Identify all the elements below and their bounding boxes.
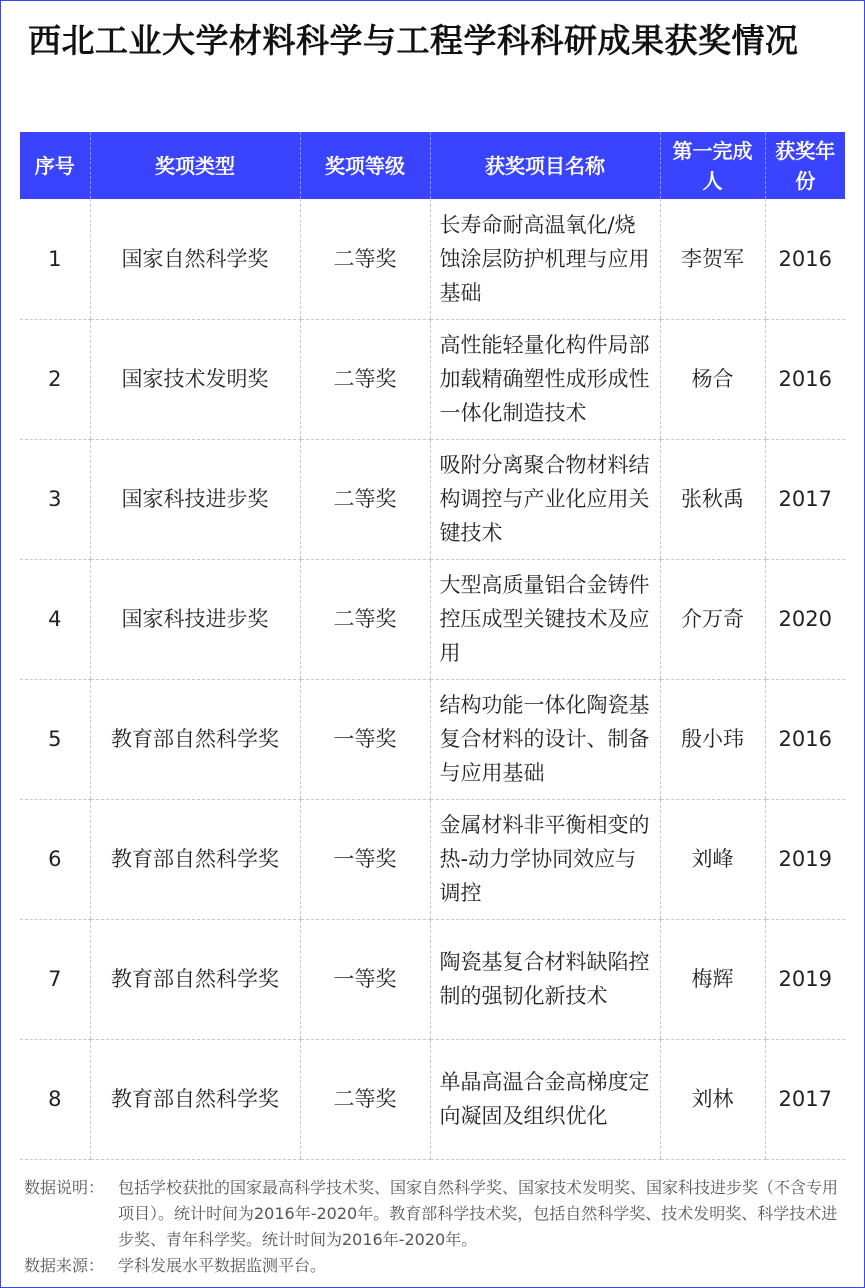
cell-award-type: 教育部自然科学奖 xyxy=(90,919,300,1039)
cell-award-grade: 一等奖 xyxy=(300,679,430,799)
table-row xyxy=(20,559,845,679)
header-award-year: 获奖年份 xyxy=(765,132,845,199)
cell-first-person: 刘林 xyxy=(660,1039,765,1159)
cell-award-type: 国家科技进步奖 xyxy=(90,439,300,559)
header-index: 序号 xyxy=(20,132,90,199)
cell-first-person: 张秋禹 xyxy=(660,439,765,559)
table-row xyxy=(20,199,845,319)
cell-award-year: 2017 xyxy=(765,1039,845,1159)
cell-index: 2 xyxy=(20,319,90,439)
data-source-label: 数据来源： xyxy=(24,1256,105,1275)
cell-award-year: 2016 xyxy=(765,679,845,799)
cell-first-person: 杨合 xyxy=(660,319,765,439)
table-row xyxy=(20,439,845,559)
cell-award-grade: 一等奖 xyxy=(300,919,430,1039)
data-description-text: 包括学校获批的国家最高科学技术奖、国家自然科学奖、国家技术发明奖、国家科技进步奖（不含专用项目）。统计时间为2016年-2020年。教育部科学技术奖，包括自然科学奖、技术发明奖、科学技术进步奖、青年科学奖。统计时间为2016年-2020年。 xyxy=(118,1178,839,1249)
data-description-label: 数据说明： xyxy=(24,1178,105,1197)
cell-first-person: 殷小玮 xyxy=(660,679,765,799)
cell-award-year: 2019 xyxy=(765,919,845,1039)
data-description xyxy=(24,1175,844,1253)
page-title: 西北工业大学材料科学与工程学科科研成果获奖情况 xyxy=(28,21,799,60)
cell-first-person: 梅辉 xyxy=(660,919,765,1039)
cell-project-name: 大型高质量铝合金铸件控压成型关键技术及应用 xyxy=(430,559,660,679)
cell-index: 4 xyxy=(20,559,90,679)
table-row xyxy=(20,1039,845,1159)
cell-award-type: 国家自然科学奖 xyxy=(90,199,300,319)
cell-award-year: 2016 xyxy=(765,199,845,319)
cell-first-person: 介万奇 xyxy=(660,559,765,679)
data-source-text: 学科发展水平数据监测平台。 xyxy=(118,1256,327,1275)
cell-award-type: 教育部自然科学奖 xyxy=(90,1039,300,1159)
cell-award-type: 教育部自然科学奖 xyxy=(90,799,300,919)
cell-award-grade: 二等奖 xyxy=(300,1039,430,1159)
cell-first-person: 刘峰 xyxy=(660,799,765,919)
cell-index: 3 xyxy=(20,439,90,559)
cell-project-name: 单晶高温合金高梯度定向凝固及组织优化 xyxy=(430,1039,660,1159)
cell-award-type: 国家技术发明奖 xyxy=(90,319,300,439)
header-project-name: 获奖项目名称 xyxy=(430,132,660,199)
table-body xyxy=(20,199,845,1159)
cell-award-grade: 二等奖 xyxy=(300,559,430,679)
cell-award-grade: 二等奖 xyxy=(300,319,430,439)
cell-award-grade: 二等奖 xyxy=(300,199,430,319)
cell-award-year: 2016 xyxy=(765,319,845,439)
cell-index: 6 xyxy=(20,799,90,919)
cell-award-type: 国家科技进步奖 xyxy=(90,559,300,679)
cell-project-name: 长寿命耐高温氧化/烧蚀涂层防护机理与应用基础 xyxy=(430,199,660,319)
footnotes xyxy=(24,1175,844,1279)
table-row xyxy=(20,319,845,439)
cell-project-name: 金属材料非平衡相变的热-动力学协同效应与调控 xyxy=(430,799,660,919)
table-header-row xyxy=(20,132,845,199)
cell-award-grade: 二等奖 xyxy=(300,439,430,559)
cell-award-year: 2019 xyxy=(765,799,845,919)
cell-index: 5 xyxy=(20,679,90,799)
table-row xyxy=(20,799,845,919)
cell-project-name: 高性能轻量化构件局部加载精确塑性成形成性一体化制造技术 xyxy=(430,319,660,439)
cell-award-type: 教育部自然科学奖 xyxy=(90,679,300,799)
cell-project-name: 结构功能一体化陶瓷基复合材料的设计、制备与应用基础 xyxy=(430,679,660,799)
header-award-grade: 奖项等级 xyxy=(300,132,430,199)
cell-index: 1 xyxy=(20,199,90,319)
cell-project-name: 陶瓷基复合材料缺陷控制的强韧化新技术 xyxy=(430,919,660,1039)
header-first-person: 第一完成人 xyxy=(660,132,765,199)
cell-award-grade: 一等奖 xyxy=(300,799,430,919)
cell-index: 7 xyxy=(20,919,90,1039)
cell-project-name: 吸附分离聚合物材料结构调控与产业化应用关键技术 xyxy=(430,439,660,559)
cell-index: 8 xyxy=(20,1039,90,1159)
cell-award-year: 2020 xyxy=(765,559,845,679)
cell-award-year: 2017 xyxy=(765,439,845,559)
cell-first-person: 李贺军 xyxy=(660,199,765,319)
table-row xyxy=(20,919,845,1039)
data-source xyxy=(24,1253,844,1279)
awards-table xyxy=(20,132,845,1160)
header-award-type: 奖项类型 xyxy=(90,132,300,199)
table-row xyxy=(20,679,845,799)
